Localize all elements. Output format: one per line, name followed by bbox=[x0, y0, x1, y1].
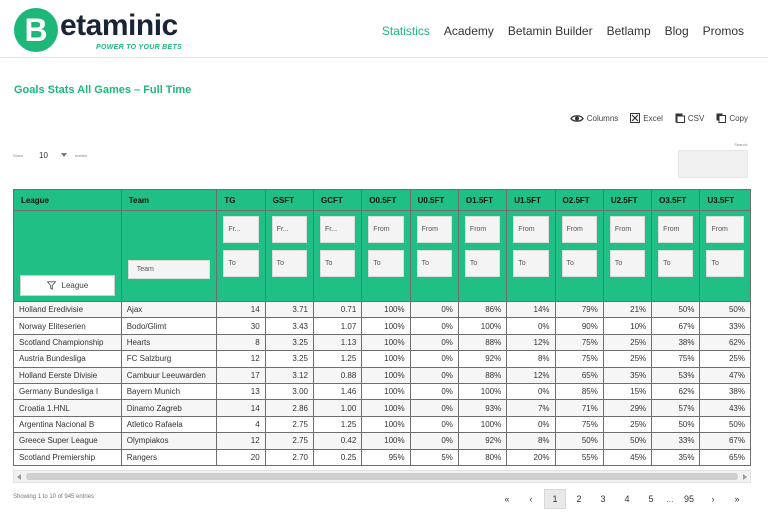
cell-o35ft: 57% bbox=[652, 400, 700, 416]
table-row bbox=[14, 449, 751, 465]
cell-team[interactable]: Cambuur Leeuwarden bbox=[121, 367, 217, 383]
logo-mark bbox=[14, 8, 58, 52]
cell-o25ft: 85% bbox=[555, 383, 603, 399]
u15ft-to-input[interactable]: To bbox=[513, 250, 548, 277]
cell-league: Norway Eliteserien bbox=[14, 318, 122, 334]
cell-league: Scotland Championship bbox=[14, 334, 122, 350]
gcft-from-input[interactable]: Fr... bbox=[320, 216, 355, 243]
header-o25ft[interactable]: O2.5FT bbox=[555, 190, 603, 211]
header-u35ft[interactable]: U3.5FT bbox=[700, 190, 751, 211]
filter-icon bbox=[47, 281, 56, 290]
cell-u15ft: 8% bbox=[507, 351, 555, 367]
gsft-to-input[interactable]: To bbox=[272, 250, 307, 277]
cell-u05ft: 0% bbox=[410, 367, 458, 383]
cell-u35ft: 65% bbox=[700, 449, 751, 465]
cell-u15ft: 20% bbox=[507, 449, 555, 465]
cell-gcft: 0.88 bbox=[313, 367, 361, 383]
cell-team[interactable]: FC Salzburg bbox=[121, 351, 217, 367]
tg-to-input[interactable]: To bbox=[223, 250, 258, 277]
columns-button[interactable] bbox=[570, 114, 619, 123]
cell-u05ft: 0% bbox=[410, 383, 458, 399]
table-row bbox=[14, 383, 751, 399]
header-tg[interactable]: TG bbox=[217, 190, 265, 211]
site-header bbox=[0, 0, 768, 58]
team-filter-input[interactable]: Team bbox=[128, 260, 211, 279]
excel-label: Excel bbox=[643, 113, 663, 123]
header-u05ft[interactable]: U0.5FT bbox=[410, 190, 458, 211]
cell-u25ft: 25% bbox=[603, 334, 651, 350]
o15ft-to-input[interactable]: To bbox=[465, 250, 500, 277]
cell-gsft: 2.70 bbox=[265, 449, 313, 465]
cell-gcft: 1.13 bbox=[313, 334, 361, 350]
cell-u05ft: 5% bbox=[410, 449, 458, 465]
excel-button[interactable] bbox=[630, 113, 663, 123]
league-filter-label: League bbox=[61, 281, 89, 290]
cell-gcft: 1.25 bbox=[313, 351, 361, 367]
cell-gcft: 0.71 bbox=[313, 302, 361, 318]
table-row bbox=[14, 318, 751, 334]
cell-league: Greece Super League bbox=[14, 433, 122, 449]
header-team[interactable]: Team bbox=[121, 190, 217, 211]
cell-u25ft: 10% bbox=[603, 318, 651, 334]
u25ft-to-input[interactable]: To bbox=[610, 250, 645, 277]
nav-blog[interactable]: Blog bbox=[664, 24, 689, 38]
cell-gcft: 0.25 bbox=[313, 449, 361, 465]
cell-o25ft: 90% bbox=[555, 318, 603, 334]
cell-u25ft: 25% bbox=[603, 351, 651, 367]
header-u25ft[interactable]: U2.5FT bbox=[603, 190, 651, 211]
nav-academy[interactable]: Academy bbox=[443, 24, 494, 38]
export-toolbar bbox=[570, 113, 748, 123]
cell-gsft: 2.75 bbox=[265, 416, 313, 432]
cell-o15ft: 100% bbox=[458, 383, 506, 399]
cell-league: Germany Bundesliga I bbox=[14, 383, 122, 399]
prev-page-button[interactable]: ‹ bbox=[529, 494, 533, 504]
header-o35ft[interactable]: O3.5FT bbox=[652, 190, 700, 211]
last-page-button[interactable]: » bbox=[734, 494, 740, 504]
cell-league: Scotland Premiership bbox=[14, 449, 122, 465]
cell-u05ft: 0% bbox=[410, 400, 458, 416]
csv-icon bbox=[675, 113, 685, 123]
nav-promos[interactable]: Promos bbox=[702, 24, 744, 38]
cell-team[interactable]: Ajax bbox=[121, 302, 217, 318]
league-filter-cell bbox=[14, 211, 122, 302]
u35ft-from-input[interactable]: From bbox=[706, 216, 744, 243]
team-filter-cell bbox=[121, 211, 217, 302]
cell-gcft: 1.00 bbox=[313, 400, 361, 416]
cell-o25ft: 75% bbox=[555, 351, 603, 367]
page-button-5[interactable]: 5 bbox=[648, 494, 654, 504]
search-label: Search: bbox=[734, 142, 748, 147]
page-button-4[interactable]: 4 bbox=[624, 494, 630, 504]
cell-o35ft: 53% bbox=[652, 367, 700, 383]
cell-o35ft: 35% bbox=[652, 449, 700, 465]
cell-o05ft: 95% bbox=[362, 449, 410, 465]
chevron-down-icon bbox=[61, 153, 67, 157]
cell-u25ft: 45% bbox=[603, 449, 651, 465]
cell-o05ft: 100% bbox=[362, 433, 410, 449]
cell-tg: 14 bbox=[217, 400, 265, 416]
cell-u05ft: 0% bbox=[410, 351, 458, 367]
cell-u25ft: 50% bbox=[603, 433, 651, 449]
nav-statistics[interactable]: Statistics bbox=[381, 24, 430, 38]
cell-o05ft: 100% bbox=[362, 351, 410, 367]
cell-gsft: 2.75 bbox=[265, 433, 313, 449]
cell-u35ft: 43% bbox=[700, 400, 751, 416]
pagination bbox=[496, 489, 748, 509]
o15ft-filter-cell bbox=[458, 211, 506, 302]
o15ft-from-input[interactable]: From bbox=[465, 216, 500, 243]
main-nav bbox=[382, 24, 744, 38]
cell-u35ft: 62% bbox=[700, 334, 751, 350]
cell-u15ft: 8% bbox=[507, 433, 555, 449]
table-row bbox=[14, 433, 751, 449]
cell-o15ft: 92% bbox=[458, 351, 506, 367]
cell-gsft: 3.71 bbox=[265, 302, 313, 318]
cell-o25ft: 75% bbox=[555, 334, 603, 350]
cell-u25ft: 25% bbox=[603, 416, 651, 432]
page-button-3[interactable]: 3 bbox=[600, 494, 606, 504]
cell-o15ft: 88% bbox=[458, 334, 506, 350]
cell-o15ft: 92% bbox=[458, 433, 506, 449]
cell-u05ft: 0% bbox=[410, 302, 458, 318]
cell-gsft: 3.00 bbox=[265, 383, 313, 399]
cell-o15ft: 88% bbox=[458, 367, 506, 383]
nav-betamin-builder[interactable]: Betamin Builder bbox=[507, 24, 593, 38]
cell-tg: 12 bbox=[217, 433, 265, 449]
cell-o05ft: 100% bbox=[362, 334, 410, 350]
cell-o05ft: 100% bbox=[362, 400, 410, 416]
cell-team[interactable]: Hearts bbox=[121, 334, 217, 350]
table-header-row bbox=[14, 190, 751, 211]
copy-icon bbox=[716, 113, 726, 123]
cell-tg: 17 bbox=[217, 367, 265, 383]
o25ft-filter-cell bbox=[555, 211, 603, 302]
columns-label: Columns bbox=[586, 113, 619, 123]
logo-letter: B bbox=[24, 12, 48, 48]
cell-tg: 8 bbox=[217, 334, 265, 350]
gcft-to-input[interactable]: To bbox=[320, 250, 355, 277]
page-length-select[interactable] bbox=[29, 148, 69, 162]
cell-o25ft: 71% bbox=[555, 400, 603, 416]
cell-gcft: 1.07 bbox=[313, 318, 361, 334]
horizontal-scrollbar[interactable] bbox=[13, 470, 751, 483]
cell-o25ft: 75% bbox=[555, 416, 603, 432]
cell-tg: 30 bbox=[217, 318, 265, 334]
cell-u25ft: 21% bbox=[603, 302, 651, 318]
gsft-from-input[interactable]: Fr... bbox=[272, 216, 307, 243]
cell-tg: 13 bbox=[217, 383, 265, 399]
cell-u15ft: 0% bbox=[507, 416, 555, 432]
o25ft-to-input[interactable]: To bbox=[562, 250, 597, 277]
cell-gsft: 3.25 bbox=[265, 334, 313, 350]
cell-gcft: 1.46 bbox=[313, 383, 361, 399]
first-page-button[interactable]: « bbox=[504, 494, 510, 504]
cell-o35ft: 67% bbox=[652, 318, 700, 334]
page-title: Goals Stats All Games – Full Time bbox=[14, 84, 192, 96]
cell-u35ft: 47% bbox=[700, 367, 751, 383]
filter-row bbox=[14, 211, 751, 302]
logo-wordmark: etaminic bbox=[60, 9, 178, 42]
cell-gsft: 2.86 bbox=[265, 400, 313, 416]
csv-button[interactable] bbox=[675, 113, 704, 123]
cell-gcft: 1.25 bbox=[313, 416, 361, 432]
cell-o35ft: 50% bbox=[652, 302, 700, 318]
copy-button[interactable] bbox=[716, 113, 748, 123]
cell-league: Holland Eerste Divisie bbox=[14, 367, 122, 383]
gsft-filter-cell bbox=[265, 211, 313, 302]
stats-table bbox=[13, 189, 751, 466]
cell-o35ft: 38% bbox=[652, 334, 700, 350]
scrollbar-thumb[interactable] bbox=[26, 473, 738, 480]
o25ft-from-input[interactable]: From bbox=[562, 216, 597, 243]
u35ft-to-input[interactable]: To bbox=[706, 250, 744, 277]
csv-label: CSV bbox=[687, 113, 705, 123]
cell-u15ft: 12% bbox=[507, 334, 555, 350]
cell-o35ft: 33% bbox=[652, 433, 700, 449]
cell-o25ft: 79% bbox=[555, 302, 603, 318]
cell-tg: 12 bbox=[217, 351, 265, 367]
cell-tg: 4 bbox=[217, 416, 265, 432]
cell-team[interactable]: Bayern Munich bbox=[121, 383, 217, 399]
cell-tg: 20 bbox=[217, 449, 265, 465]
cell-u05ft: 0% bbox=[410, 433, 458, 449]
cell-u35ft: 50% bbox=[700, 302, 751, 318]
table-body bbox=[14, 302, 751, 466]
o05ft-filter-cell bbox=[362, 211, 410, 302]
o35ft-from-input[interactable]: From bbox=[658, 216, 693, 243]
cell-u25ft: 15% bbox=[603, 383, 651, 399]
site-logo[interactable] bbox=[14, 6, 190, 54]
scroll-left-icon[interactable] bbox=[17, 474, 21, 480]
cell-o05ft: 100% bbox=[362, 318, 410, 334]
cell-o35ft: 50% bbox=[652, 416, 700, 432]
tg-filter-cell bbox=[217, 211, 265, 302]
page-button-1[interactable]: 1 bbox=[544, 489, 566, 509]
cell-team[interactable]: Rangers bbox=[121, 449, 217, 465]
u15ft-filter-cell bbox=[507, 211, 555, 302]
cell-o15ft: 100% bbox=[458, 416, 506, 432]
cell-o15ft: 80% bbox=[458, 449, 506, 465]
cell-u05ft: 0% bbox=[410, 334, 458, 350]
cell-u35ft: 67% bbox=[700, 433, 751, 449]
cell-team[interactable]: Atletico Rafaela bbox=[121, 416, 217, 432]
u15ft-from-input[interactable]: From bbox=[513, 216, 548, 243]
cell-league: Austria Bundesliga bbox=[14, 351, 122, 367]
o05ft-to-input[interactable]: To bbox=[368, 250, 403, 277]
cell-o15ft: 100% bbox=[458, 318, 506, 334]
cell-o35ft: 75% bbox=[652, 351, 700, 367]
o35ft-to-input[interactable]: To bbox=[658, 250, 693, 277]
cell-tg: 14 bbox=[217, 302, 265, 318]
cell-u15ft: 14% bbox=[507, 302, 555, 318]
o35ft-filter-cell bbox=[652, 211, 700, 302]
cell-u05ft: 0% bbox=[410, 318, 458, 334]
cell-gcft: 0.42 bbox=[313, 433, 361, 449]
cell-gsft: 3.12 bbox=[265, 367, 313, 383]
cell-u35ft: 25% bbox=[700, 351, 751, 367]
u05ft-to-input[interactable]: To bbox=[417, 250, 452, 277]
cell-o25ft: 50% bbox=[555, 433, 603, 449]
table-row bbox=[14, 302, 751, 318]
nav-betlamp[interactable]: Betlamp bbox=[606, 24, 651, 38]
scroll-right-icon[interactable] bbox=[743, 474, 747, 480]
tg-from-input[interactable]: Fr... bbox=[223, 216, 258, 243]
u25ft-from-input[interactable]: From bbox=[610, 216, 645, 243]
gcft-filter-cell bbox=[313, 211, 361, 302]
search-input[interactable] bbox=[678, 150, 748, 178]
table-row bbox=[14, 416, 751, 432]
table-info: Showing 1 to 10 of 945 entries bbox=[13, 494, 95, 500]
cell-u15ft: 0% bbox=[507, 383, 555, 399]
cell-team[interactable]: Olympiakos bbox=[121, 433, 217, 449]
logo-tagline: POWER TO YOUR BETS bbox=[96, 44, 183, 51]
cell-league: Holland Eredivisie bbox=[14, 302, 122, 318]
header-gcft[interactable]: GCFT bbox=[313, 190, 361, 211]
cell-u35ft: 50% bbox=[700, 416, 751, 432]
o05ft-from-input[interactable]: From bbox=[368, 216, 403, 243]
cell-o05ft: 100% bbox=[362, 367, 410, 383]
header-league[interactable]: League bbox=[14, 190, 122, 211]
cell-o15ft: 93% bbox=[458, 400, 506, 416]
table-row bbox=[14, 351, 751, 367]
cell-o35ft: 62% bbox=[652, 383, 700, 399]
table-row bbox=[14, 400, 751, 416]
page-length-control bbox=[13, 148, 87, 162]
cell-u15ft: 12% bbox=[507, 367, 555, 383]
u05ft-from-input[interactable]: From bbox=[417, 216, 452, 243]
page-length-value: 10 bbox=[39, 150, 48, 160]
cell-u15ft: 0% bbox=[507, 318, 555, 334]
cell-team[interactable]: Bodo/Glimt bbox=[121, 318, 217, 334]
cell-o05ft: 100% bbox=[362, 302, 410, 318]
show-label: Show bbox=[13, 152, 24, 158]
cell-gsft: 3.25 bbox=[265, 351, 313, 367]
cell-u15ft: 7% bbox=[507, 400, 555, 416]
excel-icon bbox=[630, 113, 640, 123]
league-filter-button[interactable] bbox=[20, 275, 115, 296]
cell-league: Croatia 1.HNL bbox=[14, 400, 122, 416]
cell-o15ft: 86% bbox=[458, 302, 506, 318]
entries-label: entries bbox=[75, 152, 88, 158]
cell-o25ft: 65% bbox=[555, 367, 603, 383]
header-o05ft[interactable]: O0.5FT bbox=[362, 190, 410, 211]
header-u15ft[interactable]: U1.5FT bbox=[507, 190, 555, 211]
eye-icon bbox=[570, 114, 584, 123]
pagination-ellipsis: ... bbox=[666, 494, 674, 504]
copy-label: Copy bbox=[729, 113, 748, 123]
cell-gsft: 3.43 bbox=[265, 318, 313, 334]
header-gsft[interactable]: GSFT bbox=[265, 190, 313, 211]
cell-o05ft: 100% bbox=[362, 416, 410, 432]
u05ft-filter-cell bbox=[410, 211, 458, 302]
page-button-2[interactable]: 2 bbox=[576, 494, 582, 504]
table-row bbox=[14, 334, 751, 350]
u25ft-filter-cell bbox=[603, 211, 651, 302]
table-row bbox=[14, 367, 751, 383]
page-button-95[interactable]: 95 bbox=[683, 494, 694, 504]
next-page-button[interactable]: › bbox=[711, 494, 715, 504]
cell-u35ft: 33% bbox=[700, 318, 751, 334]
cell-o25ft: 55% bbox=[555, 449, 603, 465]
cell-u25ft: 29% bbox=[603, 400, 651, 416]
cell-u05ft: 0% bbox=[410, 416, 458, 432]
cell-league: Argentina Nacional B bbox=[14, 416, 122, 432]
cell-u25ft: 35% bbox=[603, 367, 651, 383]
cell-team[interactable]: Dinamo Zagreb bbox=[121, 400, 217, 416]
cell-u35ft: 38% bbox=[700, 383, 751, 399]
cell-o05ft: 100% bbox=[362, 383, 410, 399]
header-o15ft[interactable]: O1.5FT bbox=[458, 190, 506, 211]
u35ft-filter-cell bbox=[700, 211, 751, 302]
